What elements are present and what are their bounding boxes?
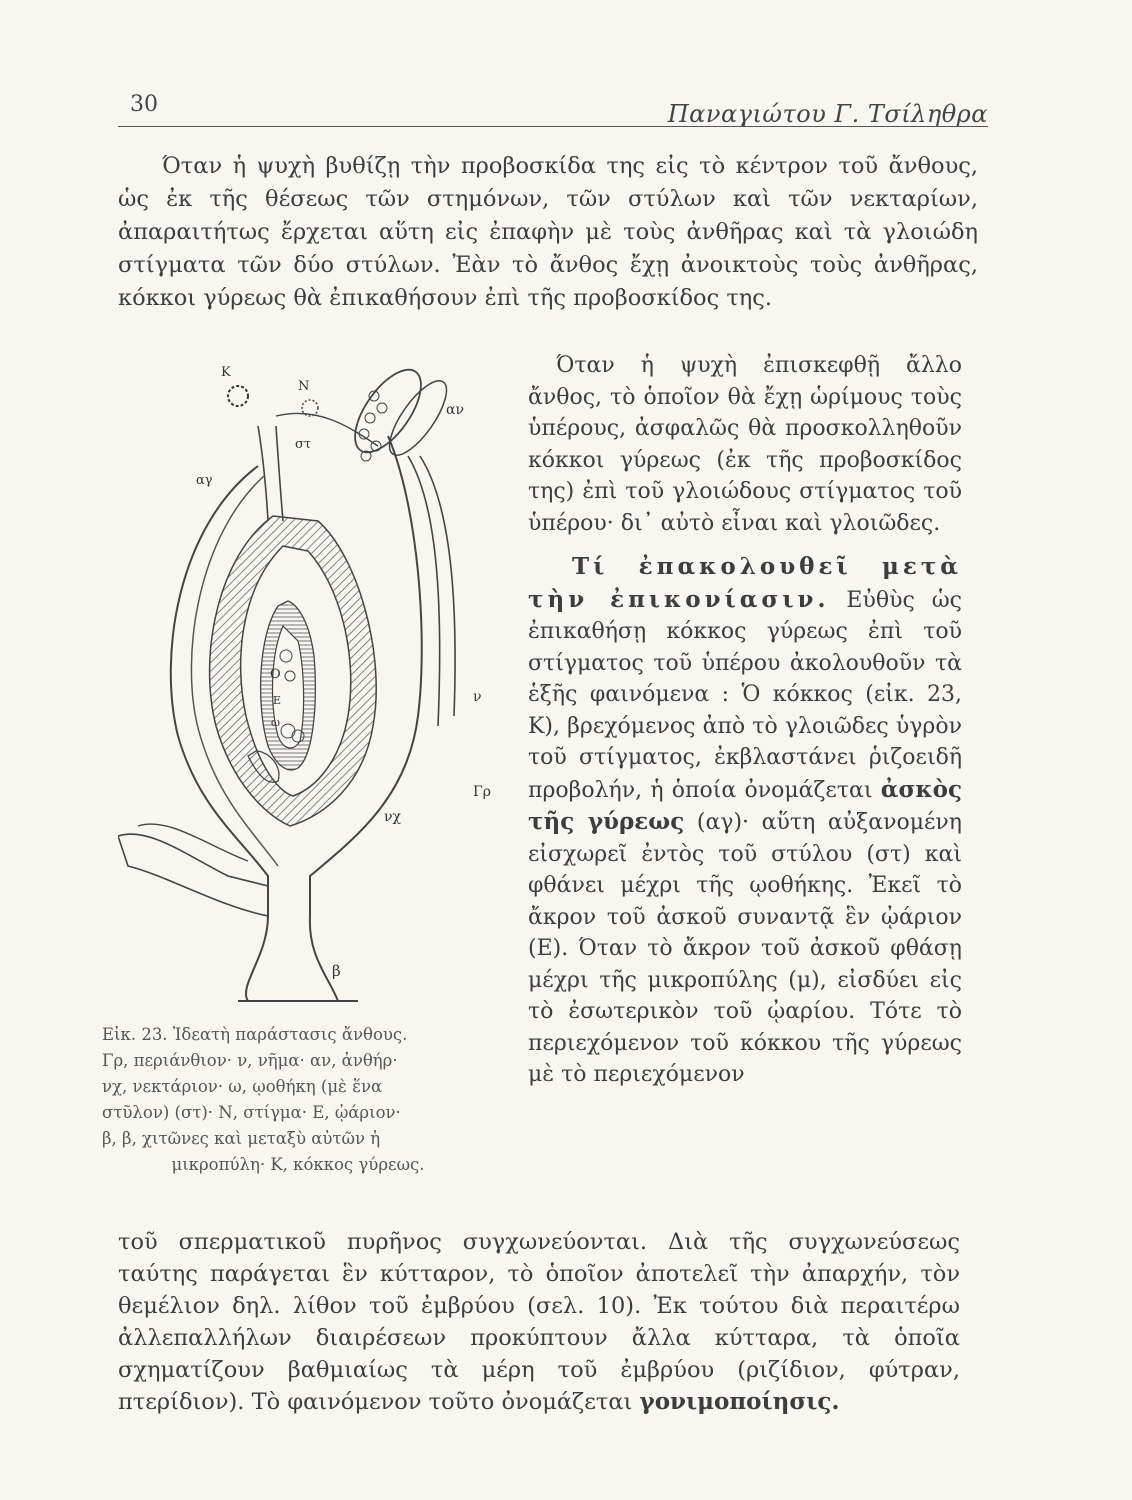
label-an: αν	[446, 402, 464, 418]
right-para-1: Όταν ἡ ψυχὴ ἐπισκεφθῇ ἄλλο ἄνθος, τὸ ὁποῖον θὰ ἔχῃ ὡρίμους τοὺς ὑπέρους, ἀσφαλῶς θὰ προσκολληθοῦν κόκκοι γύρεως (ἐκ τῆς προβοσκίδος της) ἐπὶ τοῦ γλοιώδους στίγματος τοῦ ὑπέρου· δι᾿ αὐτὸ εἶναι καὶ γλοιῶδες.	[528, 353, 962, 536]
caption-line: Εἰκ. 23. Ἰδεατὴ παράστασις ἄνθους.	[102, 1025, 408, 1044]
caption-line: νχ, νεκτάριον· ω, ῳοθήκη (μὲ ἕνα	[102, 1077, 383, 1096]
anther	[342, 359, 433, 463]
flower-figure	[118, 356, 503, 1016]
filament	[408, 456, 455, 726]
stigma	[228, 386, 248, 406]
label-Gr: Γρ	[473, 784, 491, 800]
section-title: Τί ἐπακολουθεῖ μετὰ τὴν ἐπικονίασιν.	[528, 553, 962, 613]
label-nch: νχ	[384, 809, 401, 825]
label-N: Ν	[298, 379, 310, 394]
right-column-text	[528, 350, 962, 1091]
caption-line: Γρ, περιάνθιον· ν, νῆμα· αν, ἀνθήρ·	[102, 1051, 398, 1070]
paragraph-top	[118, 150, 978, 315]
label-ag: αγ	[196, 473, 213, 488]
paragraph-bottom	[118, 1226, 960, 1418]
paragraph-top-text: Όταν ἡ ψυχὴ βυθίζῃ τὴν προβοσκίδα της εἰς τὸ κέντρον τοῦ ἄνθους, ὡς ἐκ τῆς θέσεως τῶν στημόνων, τῶν στύλων καὶ τῶν νεκταρίων, ἀπαραιτήτως ἔρχεται αὕτη εἰς ἐπαφὴν μὲ τοὺς ἀνθῆρας καὶ τὰ γλοιώδη στίγματα τῶν δύο στύλων. Ἐὰν τὸ ἄνθος ἔχῃ ἀνοικτοὺς τοὺς ἀνθῆρας, κόκκοι γύρεως θὰ ἐπικαθήσουν ἐπὶ τῆς προβοσκίδος της.	[118, 153, 978, 311]
page-number: 30	[130, 92, 158, 117]
caption-line: β, β, χιτῶνες καὶ μεταξὺ αὐτῶν ἡ	[102, 1129, 381, 1148]
term-pollen-tube: ἀσκὸς τῆς γύρεως	[528, 775, 962, 835]
caption-line: στῦλον) (στ)· Ν, στίγμα· Ε, ᾠάριον·	[102, 1103, 401, 1122]
style	[258, 426, 283, 521]
label-st: στ	[295, 437, 312, 452]
term-fertilization: γονιμοποίησις.	[639, 1388, 840, 1415]
label-n: ν	[473, 689, 482, 705]
flower-diagram	[118, 356, 503, 1016]
label-E: Ε	[273, 694, 282, 707]
label-O: Ο	[270, 667, 281, 682]
page-header	[118, 92, 988, 132]
right-para-2-text-b: (αγ)· αὕτη αὐξανομένη εἰσχωρεῖ ἐντὸς τοῦ στύλου (στ) καὶ φθάνει μέχρι τῆς ῳοθήκης. Ἐκεῖ τὸ ἄκρον τοῦ ἀσκοῦ συναντᾷ ἓν ᾠάριον (Ε). Όταν τὸ ἄκρον τοῦ ἀσκοῦ φθάσῃ μέχρι τῆς μικροπύλης (μ), εἰσδύει εἰς τὸ ἐσωτερικὸν τοῦ ᾠαρίου. Τότε τὸ περιεχόμενον τοῦ κόκκου τῆς γύρεως μὲ τὸ περιεχόμενον	[528, 810, 962, 1087]
header-rule	[118, 126, 988, 127]
label-omega: ω	[271, 716, 280, 729]
caption-line: μικροπύλη· Κ, κόκκος γύρεως.	[171, 1155, 425, 1174]
figure-caption	[102, 1022, 494, 1178]
right-para-2	[528, 551, 962, 1091]
paragraph-bottom-text: τοῦ σπερματικοῦ πυρῆνος συγχωνεύονται. Διὰ τῆς συγχωνεύσεως ταύτης παράγεται ἓν κύτταρον, τὸ ὁποῖον ἀποτελεῖ τὴν ἀπαρχήν, τὸν θεμέλιον δηλ. λίθον τοῦ ἐμβρύου (σελ. 10). Ἐκ τούτου διὰ περαιτέρω ἀλλεπαλλήλων διαιρέσεων προκύπτουν ἄλλα κύτταρα, τὰ ὁποῖα σχηματίζουν βαθμιαίως τὰ μέρη τοῦ ἐμβρύου (ριζίδιον, φύτραν, πτερίδιον). Τὸ φαινόμενον τοῦτο ὀνομάζεται	[118, 1229, 960, 1415]
label-K: Κ	[221, 365, 231, 380]
running-title: Παναγιώτου Γ. Τσίληθρα	[667, 100, 988, 128]
label-b: β	[332, 962, 341, 980]
right-para-2-text-a: Εὐθὺς ὡς ἐπικαθήσῃ κόκκος γύρεως ἐπὶ τοῦ στίγματος τοῦ ὑπέρου ἀκολουθοῦν τὰ ἑξῆς φαινόμενα : Ὁ κόκκος (εἰκ. 23, Κ), βρεχόμενος ἀπὸ τὸ γλοιῶδες ὑγρὸν τοῦ στίγματος, ἐκβλαστάνει ῥιζοειδῆ προβολήν, ἡ ὁποία ὀνομάζεται	[528, 587, 962, 803]
sepal-left	[118, 834, 268, 916]
